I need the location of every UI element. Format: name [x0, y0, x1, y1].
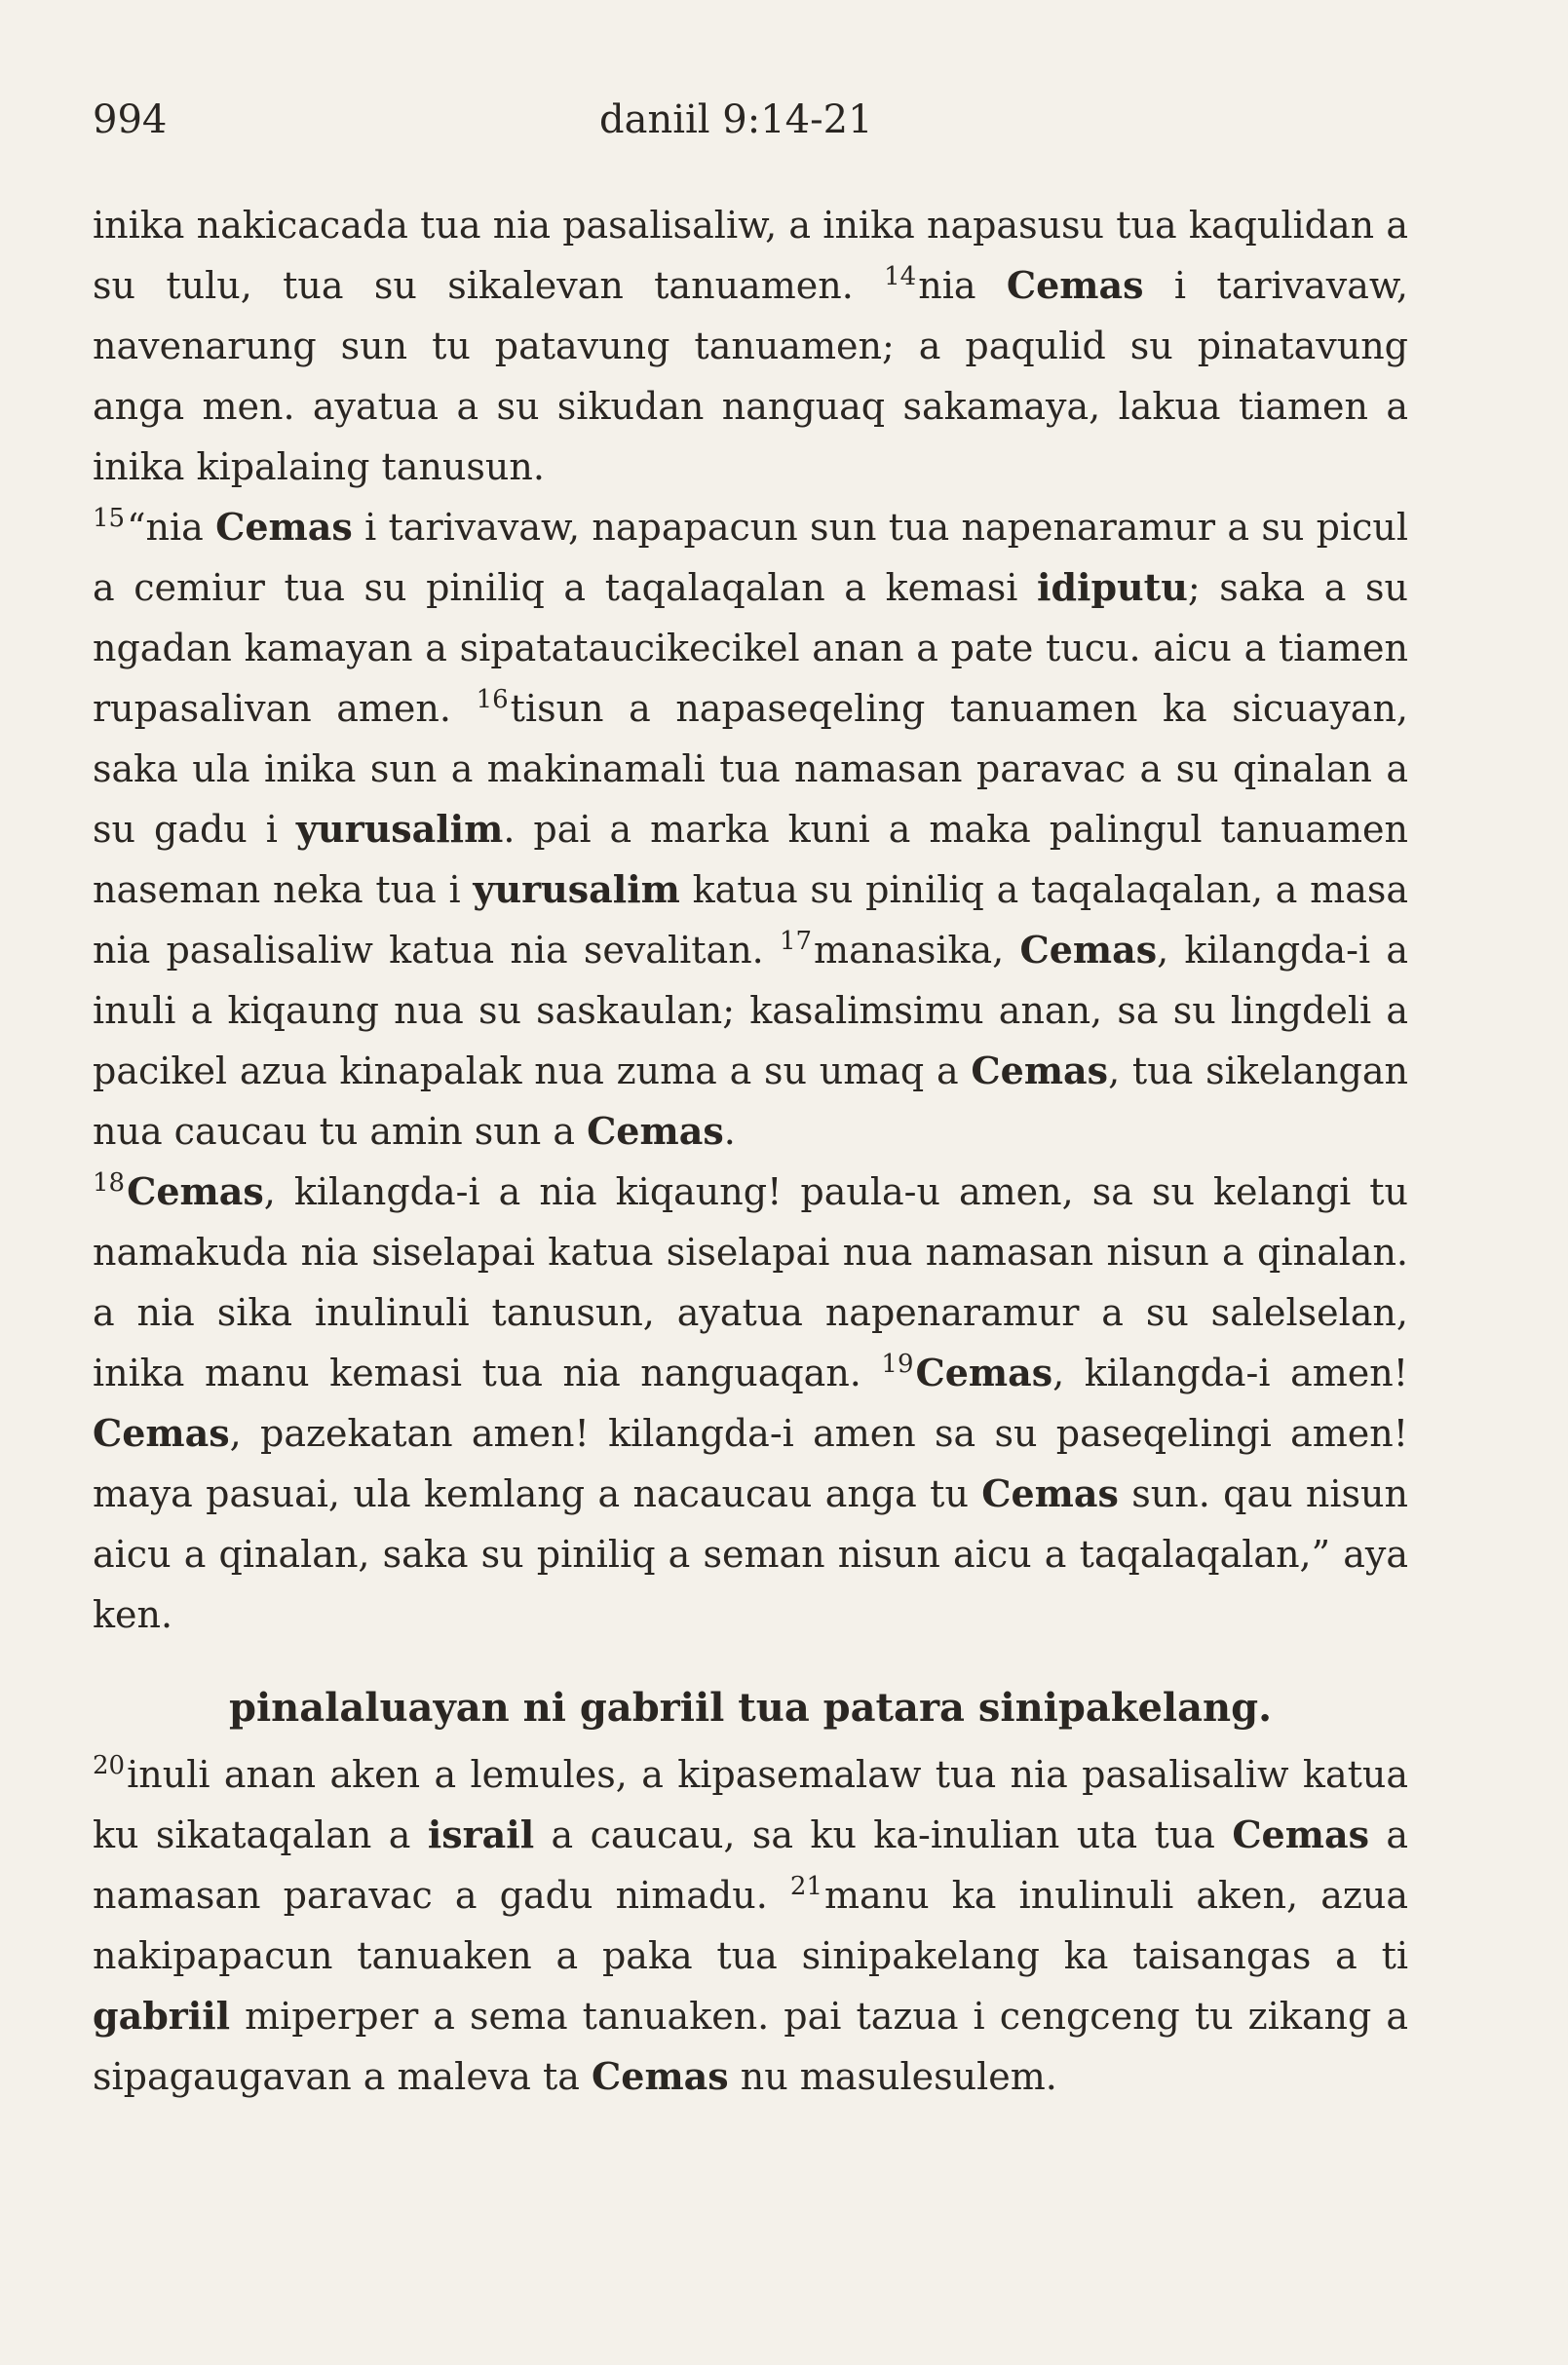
text-run: inuli anan aken a lemules, a kipasemalaw tua nia pasalisaliw katua ku sikataqalan a	[93, 1753, 1408, 1856]
bold-name: Cemas	[981, 1471, 1119, 1515]
bold-name: idiputu	[1037, 565, 1188, 609]
text-run: . pai a marka kuni a maka palingul tanuamen naseman neka tua i	[93, 808, 1408, 911]
verse-number: 21	[789, 1872, 822, 1901]
bold-name: Cemas	[93, 1411, 230, 1455]
verse-number: 20	[93, 1751, 126, 1780]
text-run: “nia	[127, 506, 216, 549]
text-run: miperper a sema tanuaken. pai tazua i cengceng tu zikang a sipagaugavan a maleva ta	[93, 1995, 1408, 2098]
text-run: manasika,	[814, 929, 1020, 972]
bold-name: Cemas	[1019, 928, 1158, 972]
text-run: i tarivavaw, napapacun sun tua napenaramur a su picul a cemiur tua su piniliq a taqalaqalan a kemasi	[93, 506, 1408, 609]
bold-name: Cemas	[1006, 263, 1144, 307]
verse-number: 18	[93, 1168, 126, 1198]
section-heading: pinalaluayan ni gabriil tua patara sinipakelang.	[228, 1685, 1273, 1731]
text-run: nu masulesulem.	[728, 2055, 1057, 2098]
text-run: nia	[918, 264, 1007, 307]
bold-name: yurusalim	[473, 867, 680, 911]
text-run: a caucau, sa ku ka-inulian uta tua	[534, 1813, 1233, 1856]
text-run: , kilangda-i a nia kiqaung! paula-u amen, sa su kelangi tu namakuda nia siselapai katua siselapai nua namasan nisun a qinalan. a nia sika inulinuli tanusun, ayatua napenaramur a su salelselan, inika manu kemasi tua nia nanguaqan.	[93, 1170, 1408, 1394]
text-run: ; saka a su ngadan kamayan a sipatataucikecikel anan a pate tucu. aicu a tiamen rupasalivan amen.	[93, 566, 1408, 730]
text-run: i tarivavaw, navenarung sun tu patavung tanuamen; a paqulid su pinatavung anga men. ayatua a su sikudan nanguaq sakamaya, lakua tiamen a inika kipalaing tanusun.	[93, 264, 1409, 488]
bold-name: yurusalim	[295, 807, 504, 851]
bold-name: Cemas	[127, 1169, 264, 1213]
page-number: 994	[93, 97, 168, 142]
text-run: , tua sikelangan nua caucau tu amin sun a	[93, 1049, 1408, 1153]
text-run: , pazekatan amen! kilangda-i amen sa su paseqelingi amen! maya pasuai, ula kemlang a nacaucau anga tu	[93, 1412, 1408, 1515]
text-run: tisun a napaseqeling tanuamen ka sicuayan, saka ula inika sun a makinamali tua namasan paravac a su qinalan a su gadu i	[93, 687, 1408, 851]
paragraph	[93, 195, 1408, 497]
bold-name: Cemas	[915, 1351, 1053, 1394]
verse-number: 16	[476, 685, 509, 714]
text-run: inika nakicacada tua nia pasalisaliw, a inika napasusu tua kaqulidan a su tulu, tua su sikalevan tanuamen.	[93, 204, 1408, 307]
verse-number: 17	[779, 927, 813, 956]
running-head: daniil 9:14-21	[599, 97, 873, 142]
verse-number: 14	[884, 262, 917, 291]
bold-name: israil	[427, 1812, 535, 1856]
bold-name: Cemas	[215, 505, 353, 549]
bold-name: Cemas	[1232, 1812, 1369, 1856]
text-run: manu ka inulinuli aken, azua nakipapacun tanuaken a paka tua sinipakelang ka taisangas a ti	[93, 1874, 1408, 1977]
text-run: a namasan paravac a gadu nimadu.	[93, 1813, 1409, 1917]
text-run: , kilangda-i a inuli a kiqaung nua su saskaulan; kasalimsimu anan, sa su lingdeli a pacikel azua kinapalak nua zuma a su umaq a	[93, 929, 1409, 1092]
bold-name: Cemas	[587, 1109, 724, 1153]
verse-number: 15	[93, 504, 126, 533]
text-run: katua su piniliq a taqalaqalan, a masa nia pasalisaliw katua nia sevalitan.	[93, 868, 1409, 972]
body-text	[93, 195, 1408, 2107]
text-run: , kilangda-i amen!	[1052, 1352, 1408, 1394]
bold-name: Cemas	[971, 1049, 1109, 1092]
paragraph	[93, 1744, 1408, 2107]
page-header	[93, 97, 1475, 156]
bold-name: gabriil	[93, 1994, 231, 2038]
bold-name: Cemas	[592, 2054, 729, 2098]
text-run: sun. qau nisun aicu a qinalan, saka su piniliq a seman nisun aicu a taqalaqalan,” aya ken.	[93, 1472, 1408, 1636]
verse-number: 19	[881, 1350, 914, 1379]
paragraph	[93, 497, 1408, 1162]
paragraph	[93, 1162, 1408, 1645]
text-run: .	[723, 1110, 736, 1153]
